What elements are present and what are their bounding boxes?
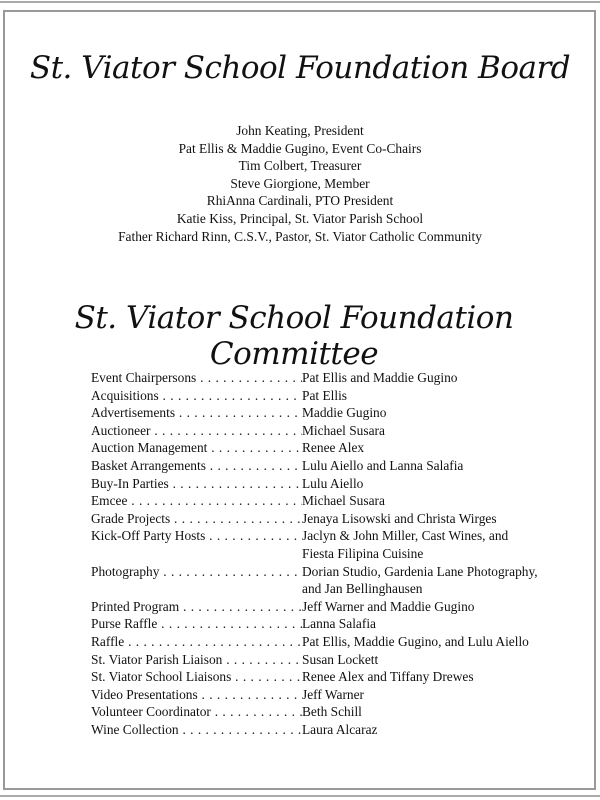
role-label	[91, 651, 302, 669]
committee-role-list	[91, 369, 571, 738]
role-names: Jeff Warner and Maddie Gugino	[302, 598, 475, 614]
role-label-text: Volunteer Coordinator	[91, 704, 211, 720]
role-label-text: Grade Projects	[91, 510, 171, 526]
role-label	[91, 703, 302, 721]
committee-row	[91, 387, 571, 405]
role-label	[91, 404, 302, 422]
role-names: Dorian Studio, Gardenia Lane Photography, and Jan Bellinghausen	[302, 563, 538, 597]
role-label-text: Auctioneer	[91, 422, 151, 438]
role-label	[91, 387, 302, 405]
role-label	[91, 721, 302, 739]
role-names: Lanna Salafia	[302, 616, 376, 632]
role-names: Jenaya Lisowski and Christa Wirges	[302, 510, 497, 526]
committee-row	[91, 633, 571, 651]
role-label	[91, 422, 302, 440]
role-names: Maddie Gugino	[302, 405, 387, 421]
committee-row	[91, 457, 571, 475]
role-names: Beth Schill	[302, 704, 362, 720]
role-label-text: Raffle	[91, 633, 125, 649]
role-names: Michael Susara	[302, 493, 385, 509]
role-label-text: Advertisements	[91, 405, 176, 421]
role-names: Pat Ellis, Maddie Gugino, and Lulu Aiello	[302, 633, 529, 649]
role-label	[91, 510, 302, 528]
role-label-text: Event Chairpersons	[91, 370, 197, 385]
board-member-list	[0, 122, 600, 245]
role-label-text: Emcee	[91, 493, 128, 509]
role-label-text: Wine Collection	[91, 721, 179, 737]
role-names: Renee Alex	[302, 440, 365, 456]
committee-row	[91, 422, 571, 440]
committee-row	[91, 475, 571, 493]
role-label	[91, 563, 302, 598]
board-member: John Keating, President	[236, 123, 364, 138]
role-label	[91, 686, 302, 704]
board-member: Katie Kiss, Principal, St. Viator Parish School	[176, 210, 424, 226]
board-member: Steve Giorgione, Member	[230, 175, 370, 191]
role-label	[91, 615, 302, 633]
role-label	[91, 598, 302, 616]
committee-row	[91, 598, 571, 616]
role-label	[91, 439, 302, 457]
role-label	[91, 492, 302, 510]
committee-row	[91, 404, 571, 422]
role-names: Jaclyn & John Miller, Cast Wines, and Fiesta Filipina Cuisine	[302, 528, 509, 561]
committee-row	[91, 510, 571, 528]
committee-row	[91, 651, 571, 669]
role-label-text: Printed Program	[91, 598, 180, 614]
board-member: Tim Colbert, Treasurer	[238, 158, 362, 174]
role-label-text: St. Viator School Liaisons	[91, 669, 232, 685]
role-names: Renee Alex and Tiffany Drewes	[302, 669, 474, 685]
committee-row	[91, 703, 571, 721]
committee-row	[91, 721, 571, 739]
committee-row	[91, 668, 571, 686]
role-label	[91, 457, 302, 475]
board-member: Father Richard Rinn, C.S.V., Pastor, St. Viator Catholic Community	[118, 228, 482, 244]
committee-row	[91, 369, 571, 387]
board-member: RhiAnna Cardinali, PTO President	[206, 193, 394, 209]
role-label-text: Auction Management	[91, 440, 208, 456]
board-title: St. Viator School Foundation Board	[29, 50, 571, 86]
role-names: Laura Alcaraz	[302, 721, 378, 737]
role-label-text: Photography	[91, 563, 160, 579]
role-label-text: Kick-Off Party Hosts	[91, 528, 206, 544]
role-label	[91, 527, 302, 562]
role-names: Pat Ellis	[302, 387, 348, 403]
role-label	[91, 369, 302, 387]
role-names: Michael Susara	[302, 422, 385, 438]
role-label	[91, 668, 302, 686]
role-names: Lulu Aiello	[302, 475, 364, 491]
role-label-text: Purse Raffle	[91, 616, 158, 632]
committee-row	[91, 563, 571, 598]
role-label-text: Acquisitions	[91, 387, 159, 403]
committee-row	[91, 439, 571, 457]
role-names: Jeff Warner	[302, 686, 365, 702]
role-label-text: St. Viator Parish Liaison	[91, 651, 223, 667]
committee-row	[91, 686, 571, 704]
role-names: Pat Ellis and Maddie Gugino	[302, 370, 458, 385]
role-label	[91, 633, 302, 651]
role-names: Susan Lockett	[302, 651, 379, 667]
role-label-text: Basket Arrangements	[91, 457, 206, 473]
committee-row	[91, 527, 571, 562]
committee-title: St. Viator School Foundation Committee	[74, 300, 514, 372]
role-label-text: Video Presentations	[91, 686, 198, 702]
role-label	[91, 475, 302, 493]
committee-row	[91, 615, 571, 633]
board-member: Pat Ellis & Maddie Gugino, Event Co-Chairs	[178, 140, 422, 156]
role-label-text: Buy-In Parties	[91, 475, 169, 491]
committee-row	[91, 492, 571, 510]
role-names: Lulu Aiello and Lanna Salafia	[302, 457, 464, 473]
